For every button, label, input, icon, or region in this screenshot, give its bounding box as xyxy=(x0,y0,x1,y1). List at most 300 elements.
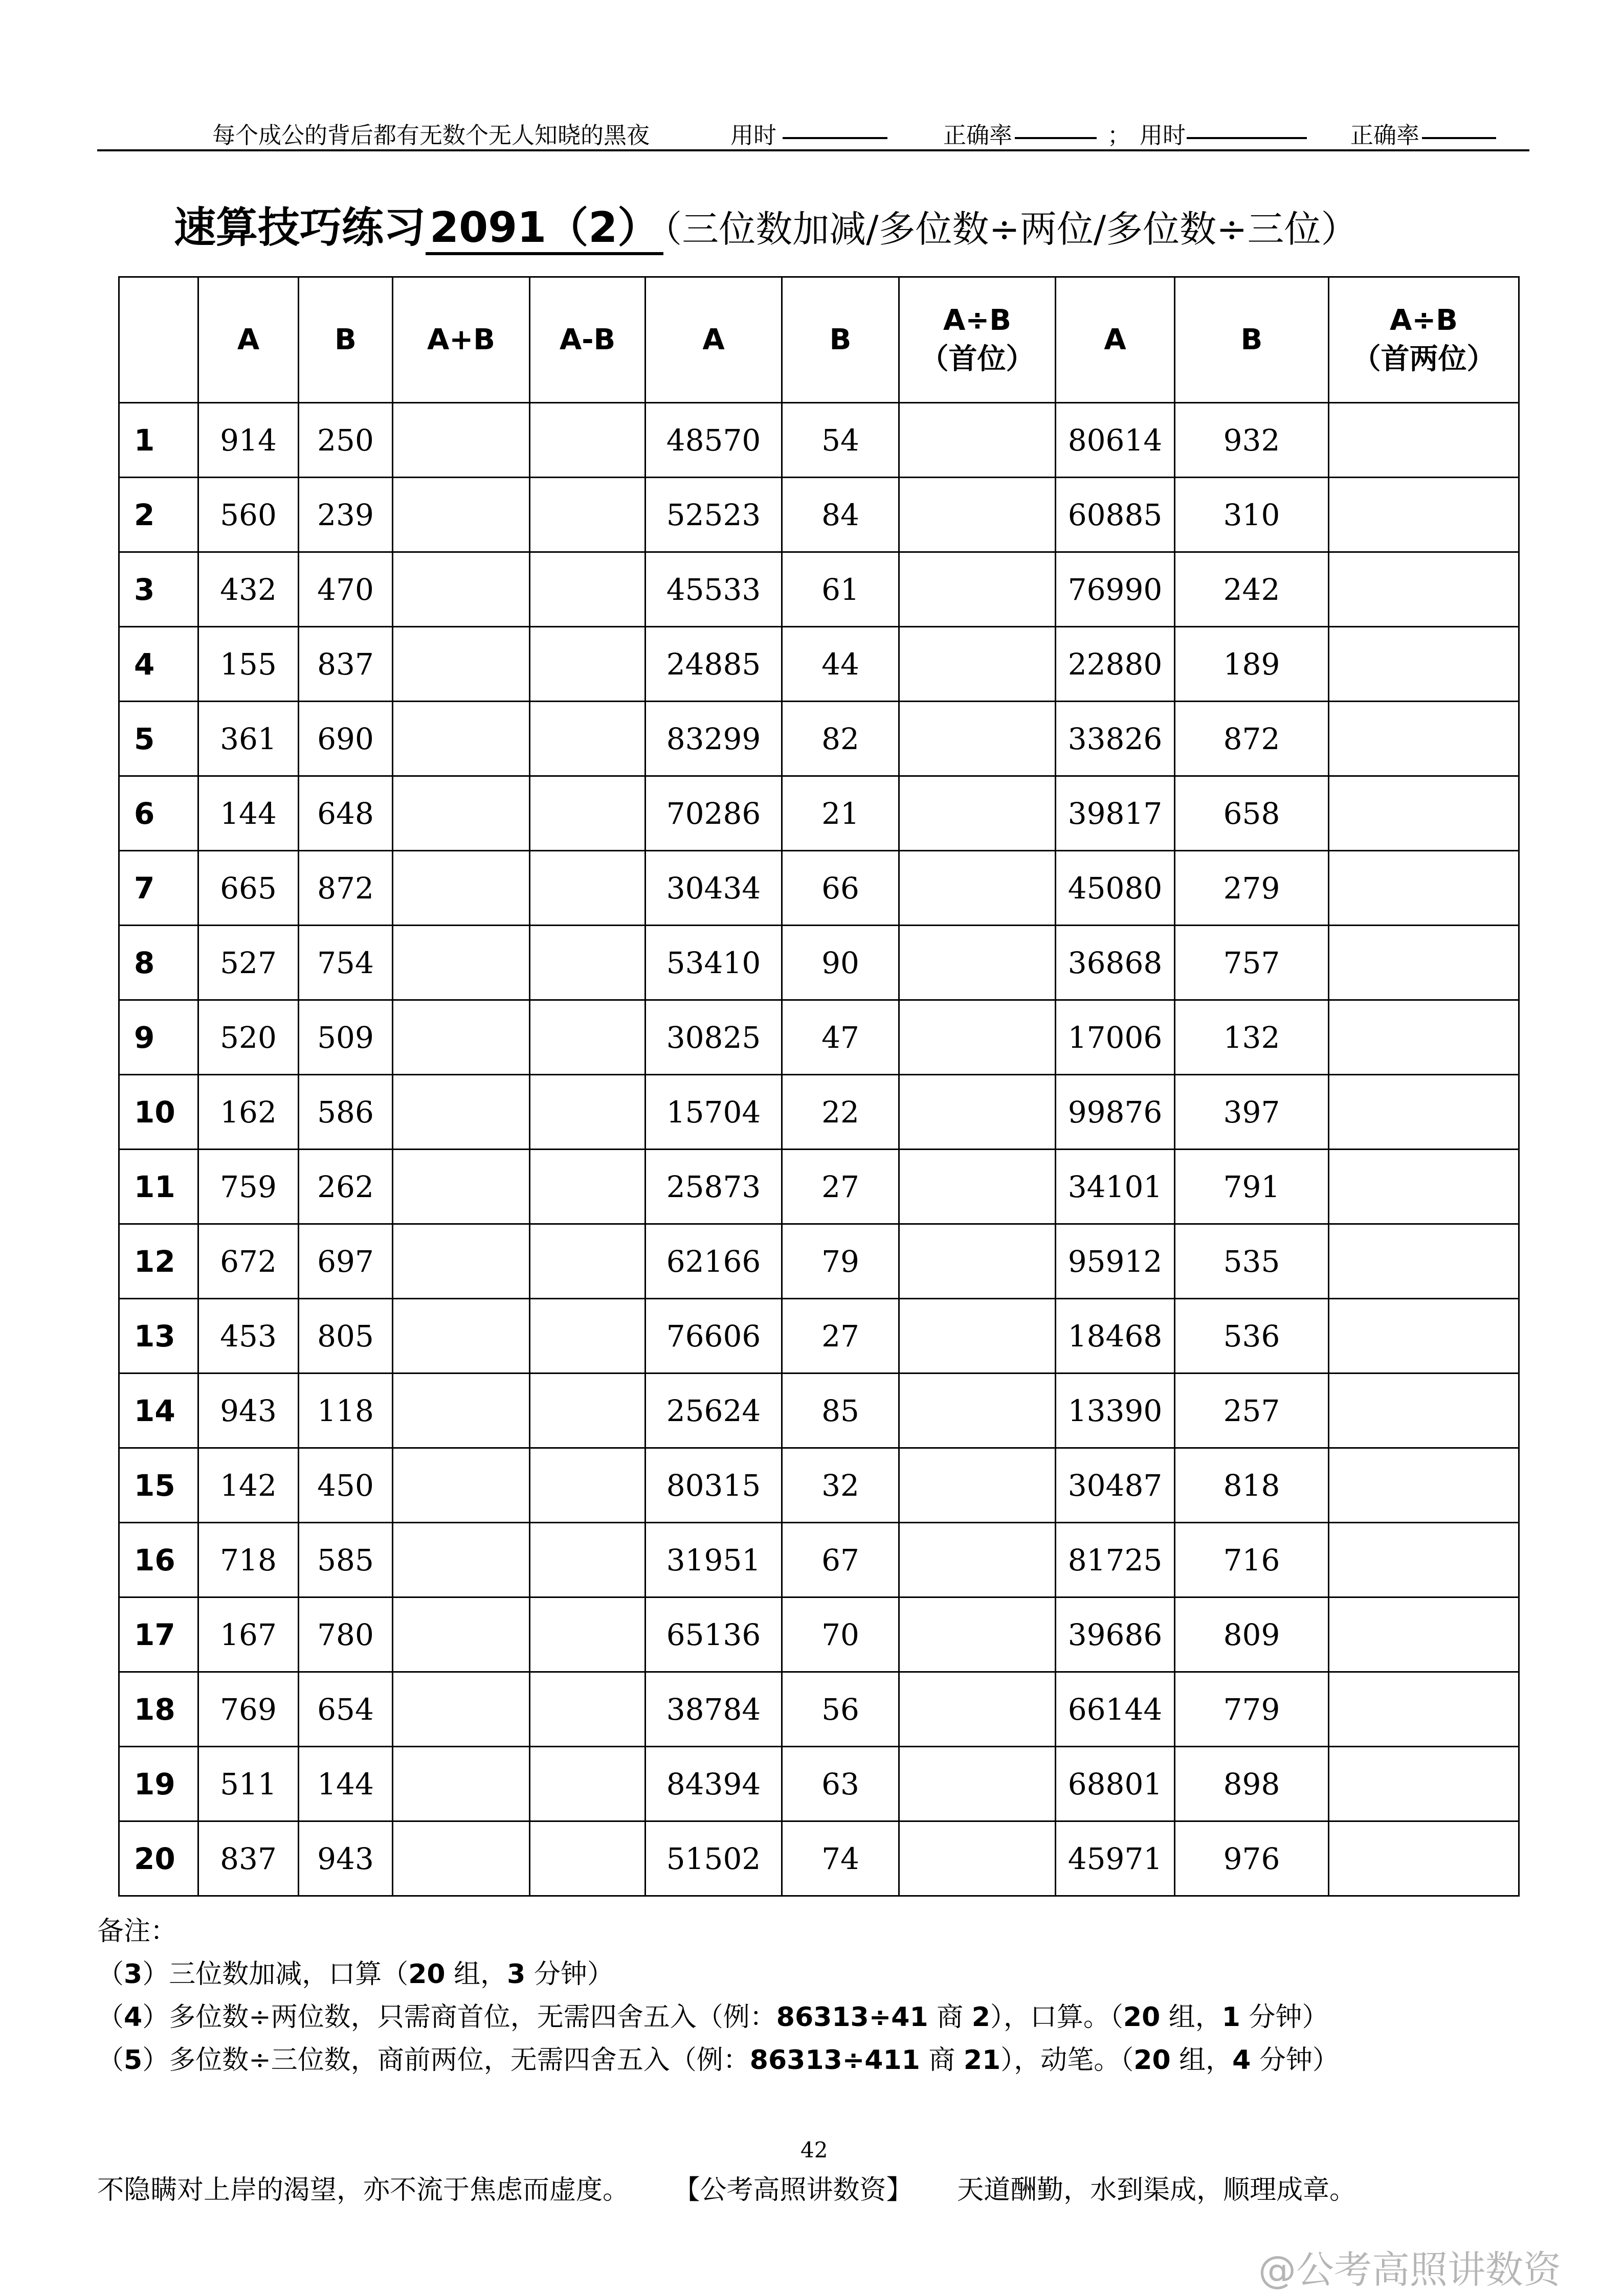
value-cell: 53410 xyxy=(646,926,782,1000)
value-cell: 84394 xyxy=(646,1747,782,1821)
answer-cell[interactable] xyxy=(899,1075,1056,1150)
answer-cell[interactable] xyxy=(530,926,646,1000)
value-cell: 65136 xyxy=(646,1597,782,1672)
note-segment: 20 xyxy=(1133,2045,1171,2076)
note-segment: 4 xyxy=(124,2002,143,2033)
value-cell: 780 xyxy=(299,1597,393,1672)
answer-cell[interactable] xyxy=(1329,1299,1519,1374)
table-row xyxy=(119,1821,1519,1896)
table-row xyxy=(119,552,1519,627)
value-cell: 44 xyxy=(782,627,899,702)
value-cell: 932 xyxy=(1175,403,1329,478)
value-cell: 70 xyxy=(782,1597,899,1672)
value-cell: 74 xyxy=(782,1821,899,1896)
answer-cell[interactable] xyxy=(530,403,646,478)
answer-cell[interactable] xyxy=(1329,478,1519,552)
value-cell: 33826 xyxy=(1056,702,1175,776)
value-cell: 805 xyxy=(299,1299,393,1374)
value-cell: 95912 xyxy=(1056,1224,1175,1299)
value-cell: 432 xyxy=(198,552,299,627)
footer-right: 天道酬勤，水到渠成，顺理成章。 xyxy=(957,2175,1356,2205)
row-number: 8 xyxy=(119,926,198,1000)
value-cell: 13390 xyxy=(1056,1374,1175,1448)
table-row xyxy=(119,1374,1519,1448)
time-blank-2[interactable] xyxy=(1187,137,1307,139)
value-cell: 62166 xyxy=(646,1224,782,1299)
value-cell: 80614 xyxy=(1056,403,1175,478)
answer-cell[interactable] xyxy=(530,627,646,702)
header-rule xyxy=(97,149,1529,151)
answer-cell[interactable] xyxy=(393,1299,530,1374)
answer-cell[interactable] xyxy=(393,1597,530,1672)
row-number: 18 xyxy=(119,1672,198,1747)
header-separator: ； xyxy=(1107,122,1131,149)
value-cell: 54 xyxy=(782,403,899,478)
note-segment: 21 xyxy=(963,2045,1001,2076)
value-cell: 898 xyxy=(1175,1747,1329,1821)
answer-cell[interactable] xyxy=(530,478,646,552)
value-cell: 30434 xyxy=(646,851,782,926)
note-line xyxy=(97,1953,1581,1996)
answer-cell[interactable] xyxy=(1329,552,1519,627)
column-header: B xyxy=(782,277,899,403)
answer-cell[interactable] xyxy=(530,552,646,627)
value-cell: 66 xyxy=(782,851,899,926)
answer-cell[interactable] xyxy=(1329,1150,1519,1224)
note-segment: （ xyxy=(97,2002,124,2033)
footer-middle: 【公考高照讲数资】 xyxy=(673,2175,913,2205)
answer-cell[interactable] xyxy=(899,1821,1056,1896)
answer-cell[interactable] xyxy=(1329,1075,1519,1150)
note-segment: ），口算。（ xyxy=(990,2002,1123,2033)
answer-cell[interactable] xyxy=(899,1597,1056,1672)
value-cell: 15704 xyxy=(646,1075,782,1150)
table-row xyxy=(119,1523,1519,1597)
value-cell: 791 xyxy=(1175,1150,1329,1224)
value-cell: 536 xyxy=(1175,1299,1329,1374)
table-row xyxy=(119,1747,1519,1821)
answer-cell[interactable] xyxy=(530,1150,646,1224)
value-cell: 361 xyxy=(198,702,299,776)
value-cell: 47 xyxy=(782,1000,899,1075)
value-cell: 690 xyxy=(299,702,393,776)
value-cell: 665 xyxy=(198,851,299,926)
answer-cell[interactable] xyxy=(530,1075,646,1150)
note-segment: 组， xyxy=(1170,2045,1233,2076)
table-row xyxy=(119,851,1519,926)
value-cell: 144 xyxy=(198,776,299,851)
value-cell: 658 xyxy=(1175,776,1329,851)
answer-cell[interactable] xyxy=(393,627,530,702)
note-segment: 分钟） xyxy=(525,1959,614,1990)
value-cell: 310 xyxy=(1175,478,1329,552)
value-cell: 61 xyxy=(782,552,899,627)
value-cell: 872 xyxy=(1175,702,1329,776)
answer-cell[interactable] xyxy=(899,1299,1056,1374)
value-cell: 51502 xyxy=(646,1821,782,1896)
value-cell: 672 xyxy=(198,1224,299,1299)
value-cell: 509 xyxy=(299,1000,393,1075)
header-motto: 每个成公的背后都有无数个无人知晓的黑夜 xyxy=(212,122,650,149)
value-cell: 66144 xyxy=(1056,1672,1175,1747)
footer-left: 不隐瞒对上岸的渴望，亦不流于焦虑而虚度。 xyxy=(97,2175,630,2205)
notes-lines xyxy=(97,1953,1581,2082)
note-segment: ）多位数÷两位数，只需商首位，无需四舍五入（例： xyxy=(142,2002,776,2033)
value-cell: 80315 xyxy=(646,1448,782,1523)
note-segment: 4 xyxy=(1232,2045,1251,2076)
answer-cell[interactable] xyxy=(530,1672,646,1747)
answer-cell[interactable] xyxy=(1329,1224,1519,1299)
answer-cell[interactable] xyxy=(393,851,530,926)
column-header: A÷B （首位） xyxy=(899,277,1056,403)
table-row xyxy=(119,403,1519,478)
value-cell: 718 xyxy=(198,1523,299,1597)
answer-cell[interactable] xyxy=(393,552,530,627)
value-cell: 242 xyxy=(1175,552,1329,627)
value-cell: 45080 xyxy=(1056,851,1175,926)
answer-cell[interactable] xyxy=(899,1672,1056,1747)
answer-cell[interactable] xyxy=(530,1000,646,1075)
value-cell: 38784 xyxy=(646,1672,782,1747)
value-cell: 30825 xyxy=(646,1000,782,1075)
answer-cell[interactable] xyxy=(1329,1672,1519,1747)
column-header: A xyxy=(1056,277,1175,403)
answer-cell[interactable] xyxy=(1329,627,1519,702)
value-cell: 68801 xyxy=(1056,1747,1175,1821)
value-cell: 872 xyxy=(299,851,393,926)
value-cell: 520 xyxy=(198,1000,299,1075)
value-cell: 759 xyxy=(198,1150,299,1224)
answer-cell[interactable] xyxy=(1329,926,1519,1000)
column-header: A xyxy=(198,277,299,403)
answer-cell[interactable] xyxy=(899,1224,1056,1299)
value-cell: 79 xyxy=(782,1224,899,1299)
row-number: 13 xyxy=(119,1299,198,1374)
accuracy-blank-2[interactable] xyxy=(1422,137,1496,139)
note-segment: ），动笔。（ xyxy=(1000,2045,1134,2076)
accuracy-label-2: 正确率 xyxy=(1350,122,1420,149)
notes-section xyxy=(97,1910,1581,2082)
value-cell: 976 xyxy=(1175,1821,1329,1896)
answer-cell[interactable] xyxy=(530,1224,646,1299)
note-segment: （ xyxy=(97,1959,124,1990)
value-cell: 48570 xyxy=(646,403,782,478)
page-footer xyxy=(97,2168,1392,2207)
row-number: 9 xyxy=(119,1000,198,1075)
note-segment: 1 xyxy=(1221,2002,1240,2033)
value-cell: 30487 xyxy=(1056,1448,1175,1523)
column-header: B xyxy=(1175,277,1329,403)
answer-cell[interactable] xyxy=(393,403,530,478)
value-cell: 76990 xyxy=(1056,552,1175,627)
value-cell: 27 xyxy=(782,1150,899,1224)
value-cell: 32 xyxy=(782,1448,899,1523)
row-number: 17 xyxy=(119,1597,198,1672)
title-main: 速算技巧练习 xyxy=(174,203,426,252)
table-row xyxy=(119,776,1519,851)
value-cell: 63 xyxy=(782,1747,899,1821)
value-cell: 22880 xyxy=(1056,627,1175,702)
value-cell: 239 xyxy=(299,478,393,552)
table-row xyxy=(119,1224,1519,1299)
answer-cell[interactable] xyxy=(1329,1523,1519,1597)
value-cell: 39686 xyxy=(1056,1597,1175,1672)
value-cell: 99876 xyxy=(1056,1075,1175,1150)
column-header: A+B xyxy=(393,277,530,403)
title-subtitle: （三位数加减/多位数÷两位/多位数÷三位） xyxy=(663,208,1358,251)
value-cell: 25624 xyxy=(646,1374,782,1448)
answer-cell[interactable] xyxy=(899,851,1056,926)
value-cell: 45533 xyxy=(646,552,782,627)
answer-cell[interactable] xyxy=(393,1821,530,1896)
answer-cell[interactable] xyxy=(1329,1448,1519,1523)
accuracy-label-1: 正确率 xyxy=(943,122,1013,149)
answer-cell[interactable] xyxy=(1329,403,1519,478)
row-number: 5 xyxy=(119,702,198,776)
value-cell: 81725 xyxy=(1056,1523,1175,1597)
time-label-2: 用时 xyxy=(1140,122,1186,149)
value-cell: 82 xyxy=(782,702,899,776)
note-segment: 20 xyxy=(408,1959,446,1990)
answer-cell[interactable] xyxy=(393,926,530,1000)
value-cell: 754 xyxy=(299,926,393,1000)
column-header: A xyxy=(646,277,782,403)
answer-cell[interactable] xyxy=(899,1448,1056,1523)
value-cell: 818 xyxy=(1175,1448,1329,1523)
answer-cell[interactable] xyxy=(530,1299,646,1374)
value-cell: 397 xyxy=(1175,1075,1329,1150)
table-row xyxy=(119,1150,1519,1224)
answer-cell[interactable] xyxy=(530,1448,646,1523)
row-number: 20 xyxy=(119,1821,198,1896)
note-segment: 商 xyxy=(928,2002,972,2033)
answer-cell[interactable] xyxy=(899,403,1056,478)
value-cell: 144 xyxy=(299,1747,393,1821)
table-row xyxy=(119,1000,1519,1075)
answer-cell[interactable] xyxy=(899,627,1056,702)
answer-cell[interactable] xyxy=(393,1523,530,1597)
value-cell: 560 xyxy=(198,478,299,552)
value-cell: 769 xyxy=(198,1672,299,1747)
answer-cell[interactable] xyxy=(393,776,530,851)
value-cell: 779 xyxy=(1175,1672,1329,1747)
value-cell: 279 xyxy=(1175,851,1329,926)
answer-cell[interactable] xyxy=(899,1747,1056,1821)
value-cell: 527 xyxy=(198,926,299,1000)
column-header xyxy=(119,277,198,403)
value-cell: 24885 xyxy=(646,627,782,702)
value-cell: 162 xyxy=(198,1075,299,1150)
answer-cell[interactable] xyxy=(393,1747,530,1821)
column-header: B xyxy=(299,277,393,403)
answer-cell[interactable] xyxy=(530,851,646,926)
answer-cell[interactable] xyxy=(530,1821,646,1896)
value-cell: 189 xyxy=(1175,627,1329,702)
value-cell: 837 xyxy=(198,1821,299,1896)
time-label-1: 用时 xyxy=(730,122,777,149)
value-cell: 697 xyxy=(299,1224,393,1299)
table-row xyxy=(119,478,1519,552)
answer-cell[interactable] xyxy=(530,1523,646,1597)
answer-cell[interactable] xyxy=(393,1150,530,1224)
value-cell: 837 xyxy=(299,627,393,702)
row-number: 16 xyxy=(119,1523,198,1597)
note-segment: 20 xyxy=(1123,2002,1161,2033)
table-row xyxy=(119,926,1519,1000)
value-cell: 21 xyxy=(782,776,899,851)
time-blank-1[interactable] xyxy=(783,137,887,139)
answer-cell[interactable] xyxy=(1329,1597,1519,1672)
row-number: 4 xyxy=(119,627,198,702)
value-cell: 716 xyxy=(1175,1523,1329,1597)
answer-cell[interactable] xyxy=(1329,776,1519,851)
value-cell: 809 xyxy=(1175,1597,1329,1672)
table-row xyxy=(119,1448,1519,1523)
value-cell: 757 xyxy=(1175,926,1329,1000)
table-row xyxy=(119,702,1519,776)
value-cell: 118 xyxy=(299,1374,393,1448)
value-cell: 450 xyxy=(299,1448,393,1523)
answer-cell[interactable] xyxy=(393,478,530,552)
note-segment: 组， xyxy=(1160,2002,1222,2033)
note-segment: 2 xyxy=(971,2002,990,2033)
answer-cell[interactable] xyxy=(899,702,1056,776)
answer-cell[interactable] xyxy=(1329,1821,1519,1896)
row-number: 2 xyxy=(119,478,198,552)
note-segment: 3 xyxy=(507,1959,526,1990)
value-cell: 34101 xyxy=(1056,1150,1175,1224)
note-line xyxy=(97,2039,1581,2082)
note-segment: 分钟） xyxy=(1240,2002,1329,2033)
note-segment: （ xyxy=(97,2045,124,2076)
answer-cell[interactable] xyxy=(899,1523,1056,1597)
answer-cell[interactable] xyxy=(1329,1374,1519,1448)
value-cell: 31951 xyxy=(646,1523,782,1597)
note-segment: 86313÷41 xyxy=(776,2002,928,2033)
answer-cell[interactable] xyxy=(393,1075,530,1150)
answer-cell[interactable] xyxy=(530,702,646,776)
value-cell: 250 xyxy=(299,403,393,478)
note-segment: 分钟） xyxy=(1251,2045,1339,2076)
answer-cell[interactable] xyxy=(899,1000,1056,1075)
value-cell: 648 xyxy=(299,776,393,851)
value-cell: 155 xyxy=(198,627,299,702)
value-cell: 943 xyxy=(299,1821,393,1896)
value-cell: 84 xyxy=(782,478,899,552)
value-cell: 586 xyxy=(299,1075,393,1150)
row-number: 1 xyxy=(119,403,198,478)
accuracy-blank-1[interactable] xyxy=(1015,137,1097,139)
value-cell: 18468 xyxy=(1056,1299,1175,1374)
value-cell: 453 xyxy=(198,1299,299,1374)
table-body xyxy=(119,403,1519,1896)
column-header: A-B xyxy=(530,277,646,403)
value-cell: 654 xyxy=(299,1672,393,1747)
answer-cell[interactable] xyxy=(530,776,646,851)
value-cell: 56 xyxy=(782,1672,899,1747)
answer-cell[interactable] xyxy=(530,1597,646,1672)
answer-cell[interactable] xyxy=(899,1150,1056,1224)
row-number: 12 xyxy=(119,1224,198,1299)
value-cell: 52523 xyxy=(646,478,782,552)
note-segment: 3 xyxy=(124,1959,143,1990)
row-number: 15 xyxy=(119,1448,198,1523)
answer-cell[interactable] xyxy=(393,1224,530,1299)
worksheet-title xyxy=(174,194,1358,256)
answer-cell[interactable] xyxy=(899,926,1056,1000)
table-row xyxy=(119,1672,1519,1747)
row-number: 14 xyxy=(119,1374,198,1448)
answer-cell[interactable] xyxy=(899,552,1056,627)
value-cell: 17006 xyxy=(1056,1000,1175,1075)
answer-cell[interactable] xyxy=(530,1747,646,1821)
value-cell: 943 xyxy=(198,1374,299,1448)
value-cell: 22 xyxy=(782,1075,899,1150)
value-cell: 27 xyxy=(782,1299,899,1374)
value-cell: 585 xyxy=(299,1523,393,1597)
value-cell: 535 xyxy=(1175,1224,1329,1299)
answer-cell[interactable] xyxy=(1329,1747,1519,1821)
value-cell: 132 xyxy=(1175,1000,1329,1075)
value-cell: 67 xyxy=(782,1523,899,1597)
answer-cell[interactable] xyxy=(1329,851,1519,926)
answer-cell[interactable] xyxy=(393,1374,530,1448)
note-segment: 商 xyxy=(920,2045,964,2076)
value-cell: 257 xyxy=(1175,1374,1329,1448)
note-segment: 86313÷411 xyxy=(749,2045,920,2076)
row-number: 19 xyxy=(119,1747,198,1821)
value-cell: 25873 xyxy=(646,1150,782,1224)
value-cell: 167 xyxy=(198,1597,299,1672)
answer-cell[interactable] xyxy=(393,1000,530,1075)
table-row xyxy=(119,627,1519,702)
watermark: @公考高照讲数资 xyxy=(1258,2248,1561,2292)
answer-cell[interactable] xyxy=(393,1672,530,1747)
column-header: A÷B （首两位） xyxy=(1329,277,1519,403)
answer-cell[interactable] xyxy=(899,478,1056,552)
notes-heading: 备注： xyxy=(97,1916,177,1947)
answer-cell[interactable] xyxy=(393,1448,530,1523)
value-cell: 470 xyxy=(299,552,393,627)
value-cell: 39817 xyxy=(1056,776,1175,851)
value-cell: 262 xyxy=(299,1150,393,1224)
row-number: 7 xyxy=(119,851,198,926)
answer-cell[interactable] xyxy=(899,1374,1056,1448)
answer-cell[interactable] xyxy=(1329,1000,1519,1075)
table-row xyxy=(119,1299,1519,1374)
title-code: 2091（2） xyxy=(426,204,663,255)
practice-table xyxy=(118,276,1520,1897)
value-cell: 70286 xyxy=(646,776,782,851)
value-cell: 36868 xyxy=(1056,926,1175,1000)
note-segment: ）多位数÷三位数，商前两位，无需四舍五入（例： xyxy=(142,2045,750,2076)
table-row xyxy=(119,1597,1519,1672)
answer-cell[interactable] xyxy=(899,776,1056,851)
answer-cell[interactable] xyxy=(530,1374,646,1448)
value-cell: 914 xyxy=(198,403,299,478)
value-cell: 45971 xyxy=(1056,1821,1175,1896)
page-number: 42 xyxy=(800,2137,828,2163)
note-segment: 组， xyxy=(445,1959,507,1990)
row-number: 6 xyxy=(119,776,198,851)
value-cell: 85 xyxy=(782,1374,899,1448)
value-cell: 76606 xyxy=(646,1299,782,1374)
row-number: 11 xyxy=(119,1150,198,1224)
answer-cell[interactable] xyxy=(1329,702,1519,776)
value-cell: 511 xyxy=(198,1747,299,1821)
answer-cell[interactable] xyxy=(393,702,530,776)
page-header xyxy=(97,106,1529,152)
